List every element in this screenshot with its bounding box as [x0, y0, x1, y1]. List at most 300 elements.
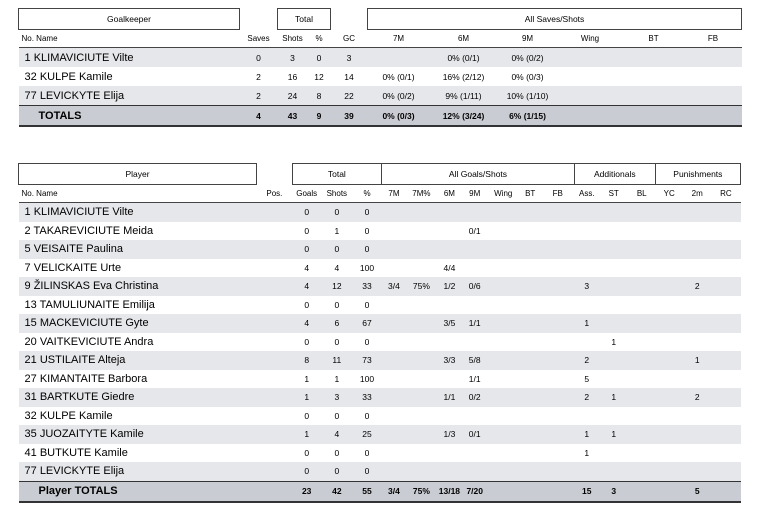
cell-bl: [628, 370, 655, 389]
goalkeeper-group-header: [19, 9, 742, 30]
cell-bl: [628, 388, 655, 407]
cell-rc: [711, 462, 740, 481]
cell-bt: [519, 351, 541, 370]
cell-m9: [462, 407, 487, 426]
cell-wing: [487, 222, 519, 241]
cell-bl: [628, 203, 655, 222]
cell-yc: [655, 296, 683, 315]
jersey-number: 77: [24, 465, 37, 478]
cell-m9: 0/1: [462, 222, 487, 241]
cell-m9: [462, 444, 487, 463]
player-name-cell: [19, 462, 257, 481]
player-name-cell: [19, 333, 257, 352]
cell-m9: 1/1: [462, 370, 487, 389]
cell-bt: [623, 67, 685, 86]
cell-shots: 0: [321, 407, 352, 426]
col-6m: 6M: [430, 30, 498, 48]
cell-saves: 0: [240, 48, 278, 68]
cell-rc: [711, 407, 740, 426]
table-row: [19, 425, 741, 444]
cell-rc: [711, 314, 740, 333]
cell-ass: 1: [574, 314, 599, 333]
cell-m7: 3/4: [382, 277, 407, 296]
col-bt: BT: [519, 185, 541, 203]
cell-m6: [436, 222, 462, 241]
cell-m2: [683, 444, 711, 463]
cell-saves: 2: [240, 86, 278, 106]
cell-pos: [257, 444, 293, 463]
cell-bt: [519, 370, 541, 389]
cell-m9: 0% (0/2): [498, 48, 558, 68]
totals-ass: 15: [574, 481, 599, 502]
cell-goals: 0: [292, 462, 321, 481]
jersey-number: 21: [24, 354, 37, 367]
cell-bl: [628, 407, 655, 426]
cell-m7: [382, 222, 407, 241]
cell-st: [599, 259, 628, 278]
group-total: Total: [278, 9, 331, 30]
cell-m6: 0% (0/1): [430, 48, 498, 68]
cell-yc: [655, 240, 683, 259]
cell-m7: 0% (0/1): [368, 67, 430, 86]
cell-pct: 0: [352, 240, 381, 259]
player-name: LEVICKYTE Elija: [39, 89, 125, 102]
cell-m6: 4/4: [436, 259, 462, 278]
cell-ass: 3: [574, 277, 599, 296]
cell-fb: [541, 222, 574, 241]
cell-bl: [628, 314, 655, 333]
cell-m7: [382, 388, 407, 407]
cell-bt: [519, 462, 541, 481]
cell-pos: [257, 314, 293, 333]
cell-m7: [382, 370, 407, 389]
cell-ass: [574, 259, 599, 278]
cell-yc: [655, 222, 683, 241]
cell-ass: 2: [574, 388, 599, 407]
cell-m7: [382, 425, 407, 444]
totals-7m-pct: 75%: [406, 481, 436, 502]
totals-gc: 39: [331, 106, 368, 127]
cell-saves: 2: [240, 67, 278, 86]
cell-m7: [382, 333, 407, 352]
cell-ass: [574, 222, 599, 241]
cell-st: [599, 407, 628, 426]
jersey-number: 41: [24, 446, 37, 459]
cell-yc: [655, 444, 683, 463]
cell-ass: [574, 462, 599, 481]
cell-rc: [711, 296, 740, 315]
goalkeeper-column-header: [19, 30, 742, 48]
table-row: [19, 277, 741, 296]
table-row: [19, 351, 741, 370]
cell-m7: [382, 351, 407, 370]
cell-m6: [436, 240, 462, 259]
cell-shots: 0: [321, 203, 352, 222]
cell-m6: 1/3: [436, 425, 462, 444]
cell-wing: [487, 388, 519, 407]
cell-st: [599, 444, 628, 463]
cell-rc: [711, 277, 740, 296]
table-row: [19, 388, 741, 407]
cell-wing: [487, 351, 519, 370]
cell-shots: 0: [321, 240, 352, 259]
totals-fb: [541, 481, 574, 502]
cell-m6: 3/5: [436, 314, 462, 333]
jersey-number: 15: [24, 317, 37, 330]
goalkeeper-rows: [19, 48, 742, 106]
cell-m9: 0/2: [462, 388, 487, 407]
jersey-number: 31: [24, 391, 37, 404]
cell-rc: [711, 370, 740, 389]
cell-goals: 0: [292, 222, 321, 241]
cell-m2: [683, 240, 711, 259]
cell-pct: 0: [352, 333, 381, 352]
cell-m9: [462, 462, 487, 481]
cell-m2: 2: [683, 388, 711, 407]
cell-m7p: [406, 425, 436, 444]
jersey-number: 77: [24, 89, 37, 102]
player-name: BARTKUTE Giedre: [39, 391, 135, 404]
cell-m7: [368, 48, 430, 68]
player-name-cell: [19, 388, 257, 407]
cell-st: 1: [599, 388, 628, 407]
cell-goals: 0: [292, 407, 321, 426]
player-table: [18, 163, 741, 503]
cell-m6: [436, 203, 462, 222]
cell-pct: 100: [352, 370, 381, 389]
player-column-header: [19, 185, 741, 203]
cell-bt: [519, 407, 541, 426]
cell-m2: [683, 314, 711, 333]
cell-pos: [257, 425, 293, 444]
cell-gc: 22: [331, 86, 368, 106]
player-name: KLIMAVICIUTE Vilte: [33, 51, 134, 64]
cell-bt: [519, 314, 541, 333]
cell-m7p: [406, 388, 436, 407]
cell-bl: [628, 333, 655, 352]
cell-m6: 1/1: [436, 388, 462, 407]
cell-m2: 1: [683, 351, 711, 370]
cell-m7p: 75%: [406, 277, 436, 296]
cell-st: [599, 277, 628, 296]
player-name-cell: [19, 240, 257, 259]
cell-wing: [487, 425, 519, 444]
cell-bt: [623, 48, 685, 68]
cell-m7p: [406, 407, 436, 426]
cell-pos: [257, 370, 293, 389]
cell-m7p: [406, 462, 436, 481]
cell-st: [599, 370, 628, 389]
col-fb: FB: [541, 185, 574, 203]
col-7m-pct: 7M%: [406, 185, 436, 203]
totals-label: TOTALS: [19, 106, 240, 127]
totals-6m: 13/18: [436, 481, 462, 502]
cell-pos: [257, 388, 293, 407]
player-name: VELICKAITE Urte: [33, 261, 122, 274]
cell-fb: [541, 444, 574, 463]
group-additionals: Additionals: [574, 164, 655, 185]
player-name: USTILAITE Alteja: [39, 354, 126, 367]
table-row: [19, 296, 741, 315]
cell-m9: 0/1: [462, 425, 487, 444]
table-row: [19, 203, 741, 222]
cell-m9: 0/6: [462, 277, 487, 296]
cell-m9: [462, 203, 487, 222]
cell-fb: [541, 203, 574, 222]
player-name-cell: [19, 222, 257, 241]
cell-yc: [655, 351, 683, 370]
cell-goals: 0: [292, 203, 321, 222]
table-row: [19, 67, 742, 86]
cell-m7p: [406, 203, 436, 222]
cell-wing: [558, 86, 623, 106]
cell-yc: [655, 259, 683, 278]
cell-rc: [711, 351, 740, 370]
cell-m2: [683, 462, 711, 481]
col-wing: Wing: [558, 30, 623, 48]
cell-shots: 16: [278, 67, 308, 86]
col-7m: 7M: [368, 30, 430, 48]
cell-bt: [623, 86, 685, 106]
cell-bl: [628, 444, 655, 463]
cell-shots: 3: [321, 388, 352, 407]
cell-pct: 25: [352, 425, 381, 444]
cell-fb: [685, 48, 742, 68]
cell-m6: 9% (1/11): [430, 86, 498, 106]
cell-goals: 1: [292, 370, 321, 389]
cell-pct: 73: [352, 351, 381, 370]
cell-rc: [711, 222, 740, 241]
cell-rc: [711, 203, 740, 222]
col-fb: FB: [685, 30, 742, 48]
cell-yc: [655, 203, 683, 222]
cell-m7: [382, 240, 407, 259]
cell-bl: [628, 462, 655, 481]
totals-shots: 42: [321, 481, 352, 502]
cell-pct: 0: [352, 444, 381, 463]
player-name: VEISAITE Paulina: [33, 243, 123, 256]
cell-yc: [655, 425, 683, 444]
cell-pos: [257, 240, 293, 259]
cell-wing: [487, 444, 519, 463]
group-player: Player: [19, 164, 257, 185]
cell-m2: [683, 259, 711, 278]
cell-wing: [487, 462, 519, 481]
cell-m7: [382, 444, 407, 463]
cell-pct: 67: [352, 314, 381, 333]
cell-pos: [257, 333, 293, 352]
cell-fb: [541, 370, 574, 389]
jersey-number: 2: [24, 224, 31, 237]
cell-bl: [628, 240, 655, 259]
player-name: KULPE Kamile: [39, 409, 113, 422]
cell-goals: 0: [292, 240, 321, 259]
cell-yc: [655, 333, 683, 352]
cell-bt: [519, 203, 541, 222]
col-pct: %: [308, 30, 331, 48]
cell-ass: 5: [574, 370, 599, 389]
cell-pos: [257, 277, 293, 296]
table-row: [19, 462, 741, 481]
cell-wing: [487, 370, 519, 389]
cell-shots: 1: [321, 370, 352, 389]
cell-m7: 0% (0/2): [368, 86, 430, 106]
cell-m9: [462, 259, 487, 278]
cell-m2: [683, 407, 711, 426]
cell-goals: 4: [292, 259, 321, 278]
cell-wing: [487, 296, 519, 315]
player-name-cell: [19, 370, 257, 389]
totals-pct: 9: [308, 106, 331, 127]
cell-st: [599, 203, 628, 222]
col-9m: 9M: [498, 30, 558, 48]
cell-shots: 6: [321, 314, 352, 333]
cell-m7p: [406, 351, 436, 370]
jersey-number: 32: [24, 70, 37, 83]
cell-shots: 11: [321, 351, 352, 370]
cell-shots: 4: [321, 425, 352, 444]
cell-m2: [683, 296, 711, 315]
cell-pct: 33: [352, 277, 381, 296]
jersey-number: 35: [24, 428, 37, 441]
cell-pos: [257, 259, 293, 278]
cell-m7: [382, 314, 407, 333]
totals-2m: 5: [683, 481, 711, 502]
player-name-cell: [19, 277, 257, 296]
cell-m7: [382, 259, 407, 278]
table-row: [19, 240, 741, 259]
jersey-number: 20: [24, 335, 37, 348]
table-row: [19, 314, 741, 333]
cell-fb: [541, 240, 574, 259]
cell-pos: [257, 296, 293, 315]
cell-pct: 33: [352, 388, 381, 407]
cell-bt: [519, 259, 541, 278]
cell-m7: [382, 203, 407, 222]
player-name-cell: [19, 296, 257, 315]
cell-st: [599, 351, 628, 370]
cell-fb: [541, 462, 574, 481]
player-rows: [19, 203, 741, 482]
cell-m7: [382, 407, 407, 426]
cell-m9: [462, 333, 487, 352]
jersey-number: 7: [24, 261, 31, 274]
cell-ass: 1: [574, 444, 599, 463]
col-shots: Shots: [278, 30, 308, 48]
cell-m2: 2: [683, 277, 711, 296]
cell-pct: 8: [308, 86, 331, 106]
table-row: [19, 222, 741, 241]
goalkeeper-table: [18, 8, 742, 127]
totals-9m: 7/20: [462, 481, 487, 502]
col-no-name: No. Name: [19, 185, 257, 203]
cell-wing: [558, 67, 623, 86]
totals-9m: 6% (1/15): [498, 106, 558, 127]
cell-goals: 4: [292, 314, 321, 333]
cell-fb: [541, 296, 574, 315]
cell-wing: [487, 277, 519, 296]
totals-rc: [711, 481, 740, 502]
cell-rc: [711, 444, 740, 463]
cell-ass: [574, 240, 599, 259]
cell-fb: [541, 351, 574, 370]
cell-m6: [436, 370, 462, 389]
cell-fb: [541, 259, 574, 278]
col-2m: 2m: [683, 185, 711, 203]
cell-goals: 0: [292, 333, 321, 352]
cell-bt: [519, 296, 541, 315]
cell-wing: [487, 333, 519, 352]
table-row: [19, 370, 741, 389]
cell-m2: [683, 333, 711, 352]
col-6m: 6M: [436, 185, 462, 203]
totals-bl: [628, 481, 655, 502]
group-total: Total: [292, 164, 381, 185]
table-row: [19, 86, 742, 106]
cell-m2: [683, 425, 711, 444]
table-row: [19, 407, 741, 426]
cell-m6: [436, 407, 462, 426]
cell-m6: 16% (2/12): [430, 67, 498, 86]
player-name-cell: [19, 86, 240, 106]
jersey-number: 13: [24, 298, 37, 311]
player-totals-row: [19, 481, 741, 502]
cell-pct: 0: [308, 48, 331, 68]
player-name-cell: [19, 351, 257, 370]
totals-wing: [487, 481, 519, 502]
player-name-cell: [19, 48, 240, 68]
totals-fb: [685, 106, 742, 127]
cell-bt: [519, 333, 541, 352]
cell-shots: 0: [321, 333, 352, 352]
player-name: MACKEVICIUTE Gyte: [39, 317, 149, 330]
cell-wing: [487, 240, 519, 259]
cell-goals: 8: [292, 351, 321, 370]
cell-m9: 10% (1/10): [498, 86, 558, 106]
totals-saves: 4: [240, 106, 278, 127]
cell-rc: [711, 425, 740, 444]
cell-shots: 0: [321, 462, 352, 481]
cell-pct: 100: [352, 259, 381, 278]
cell-m7p: [406, 296, 436, 315]
group-punishments: Punishments: [655, 164, 740, 185]
cell-gc: 14: [331, 67, 368, 86]
cell-yc: [655, 462, 683, 481]
cell-ass: [574, 333, 599, 352]
cell-m6: [436, 333, 462, 352]
jersey-number: 32: [24, 409, 37, 422]
cell-shots: 1: [321, 222, 352, 241]
cell-bl: [628, 259, 655, 278]
col-bt: BT: [623, 30, 685, 48]
table-row: [19, 259, 741, 278]
player-name: KULPE Kamile: [39, 70, 113, 83]
player-name: ŽILINSKAS Eva Christina: [33, 280, 159, 293]
cell-bl: [628, 425, 655, 444]
cell-m7p: [406, 370, 436, 389]
cell-goals: 1: [292, 425, 321, 444]
cell-ass: [574, 203, 599, 222]
cell-wing: [487, 259, 519, 278]
cell-m7p: [406, 333, 436, 352]
jersey-number: 1: [24, 206, 31, 219]
cell-shots: 4: [321, 259, 352, 278]
cell-m7p: [406, 314, 436, 333]
cell-bl: [628, 351, 655, 370]
player-name: VAITKEVICIUTE Andra: [39, 335, 154, 348]
cell-wing: [487, 407, 519, 426]
player-name: TAKAREVICIUTE Meida: [33, 224, 154, 237]
